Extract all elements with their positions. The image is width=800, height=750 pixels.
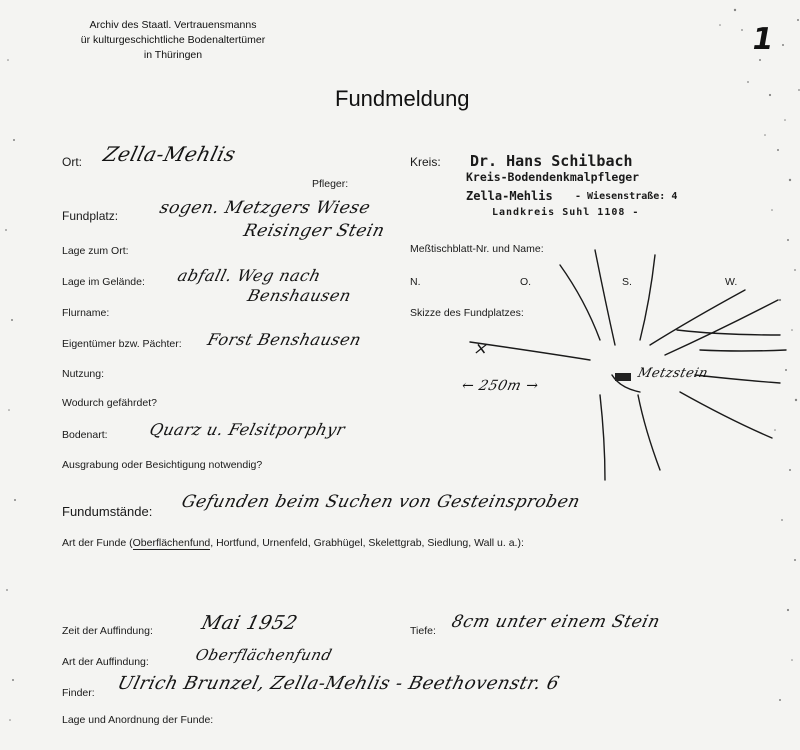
sketch-road (665, 300, 778, 355)
handwriting-ort: Zella-Mehlis (101, 142, 239, 166)
label-messtischblatt: Meßtischblatt-Nr. und Name: (410, 243, 544, 255)
handwriting-fundplatz-1: sogen. Metzgers Wiese (157, 198, 373, 218)
label-bodenart: Bodenart: (62, 429, 108, 441)
stamp-line-2: Kreis-Bodendenkmalpfleger (466, 170, 640, 184)
archive-line-1: Archiv des Staatl. Vertrauensmanns (89, 19, 257, 31)
label-zeit: Zeit der Auffindung: (62, 625, 153, 637)
label-fundumstaende: Fundumstände: (62, 504, 153, 519)
art-der-funde-line (62, 537, 524, 549)
label-north: N. (410, 276, 421, 288)
label-art-der-auffindung: Art der Auffindung: (62, 656, 149, 668)
label-eigentuemer: Eigentümer bzw. Pächter: (62, 338, 182, 350)
handwriting-tiefe: 8cm unter einem Stein (449, 612, 663, 632)
archive-line-3: in Thüringen (143, 49, 203, 61)
sketch-distance: ← 250m → (460, 378, 541, 394)
label-lage-zum-ort: Lage zum Ort: (62, 245, 129, 257)
stamp-line-3-street: - Wiesenstraße: 4 (575, 191, 678, 202)
sketch-road (638, 395, 660, 470)
sketch-road (677, 330, 780, 335)
sketch-road (560, 265, 600, 340)
handwriting-bodenart: Quarz u. Felsitporphyr (147, 420, 348, 439)
page-number: 1 (748, 22, 776, 57)
label-gefaehrdet: Wodurch gefährdet? (62, 397, 157, 409)
handwriting-fundumstaende: Gefunden beim Suchen von Gesteinsproben (179, 492, 583, 512)
sketch-find-site (615, 373, 631, 381)
sketch-road (680, 392, 772, 438)
sketch-road (640, 255, 655, 340)
handwriting-finder: Ulrich Brunzel, Zella-Mehlis - Beethovenstr. 6 (115, 673, 562, 694)
label-ort: Ort: (62, 155, 82, 169)
label-nutzung: Nutzung: (62, 368, 105, 380)
label-lage-anordnung: Lage und Anordnung der Funde: (62, 714, 214, 726)
label-pfleger: Pfleger: (312, 178, 349, 190)
handwriting-lage-2: Benshausen (245, 286, 354, 305)
handwriting-fundplatz-2: Reisinger Stein (241, 221, 387, 241)
handwriting-art-auffindung: Oberflächenfund (193, 646, 335, 664)
sketch-cross-mark: × (471, 339, 492, 359)
label-east: O. (520, 276, 532, 288)
label-ausgrabung: Ausgrabung oder Besichtigung notwendig? (62, 459, 263, 471)
handwriting-eigentuemer: Forst Benshausen (205, 330, 364, 349)
stamp-line-4: Landkreis Suhl 1108 - (492, 207, 640, 218)
label-art-der-funde: Art der Funde ( (62, 537, 133, 549)
label-flurname: Flurname: (62, 307, 110, 319)
stamp-line-3-city: Zella-Mehlis (466, 189, 553, 203)
sketch-road (695, 375, 780, 383)
label-lage-im-gelaende: Lage im Gelände: (62, 276, 145, 288)
sketch-road (650, 290, 745, 345)
label-kreis: Kreis: (410, 155, 441, 169)
sketch-road (700, 350, 786, 351)
label-skizze: Skizze des Fundplatzes: (410, 307, 524, 319)
label-tiefe: Tiefe: (410, 625, 436, 637)
label-west: W. (725, 276, 738, 288)
selected-fund-type: Oberflächenfund (132, 537, 211, 549)
document-title: Fundmeldung (335, 86, 470, 111)
sketch-site-label: Metzstein (636, 366, 710, 381)
label-south: S. (622, 276, 632, 288)
handwriting-lage-1: abfall. Weg nach (175, 266, 324, 285)
handwriting-zeit: Mai 1952 (199, 612, 301, 634)
sketch-road (595, 250, 615, 345)
fund-type-options: , Hortfund, Urnenfeld, Grabhügel, Skelettgrab, Siedlung, Wall u. a.): (210, 537, 524, 549)
archive-line-2: ür kulturgeschichtliche Bodenaltertümer (80, 34, 266, 46)
label-fundplatz: Fundplatz: (62, 209, 119, 223)
sketch-road (600, 395, 605, 480)
stamp-line-1: Dr. Hans Schilbach (470, 152, 633, 170)
label-finder: Finder: (62, 687, 95, 699)
